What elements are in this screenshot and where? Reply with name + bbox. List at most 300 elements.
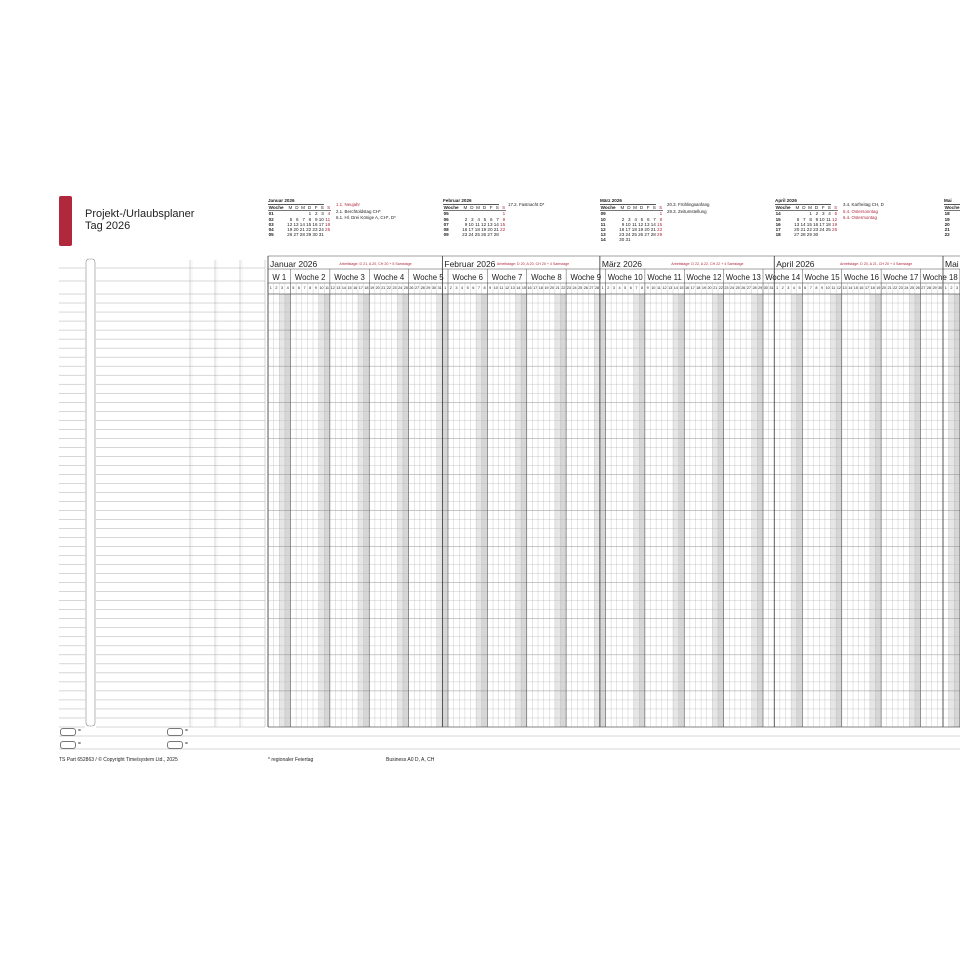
calendar-day: 17 [819, 221, 825, 227]
calendar-day: 23 [619, 232, 625, 238]
calendar-day: 3 [821, 211, 825, 217]
day-number: 22 [561, 286, 566, 290]
day-number: 14 [341, 286, 347, 290]
day-number: 26 [915, 286, 920, 290]
day-number: 27 [414, 286, 420, 290]
calendar-day: 28 [493, 232, 499, 238]
calendar-day: 21 [800, 227, 806, 233]
week-label: Woche 10 [607, 273, 643, 282]
week-number: 02 [268, 216, 274, 222]
holiday-entry: 29.3. Zeitumstellung [667, 208, 707, 214]
weekday-header: M [463, 205, 468, 211]
month-label: Mai [945, 259, 959, 269]
calendar-day: 18 [474, 227, 480, 233]
day-number: 7 [809, 286, 812, 290]
calendar-day: 11 [325, 216, 331, 222]
weekday-header: D [625, 205, 631, 211]
calendar-day: 11 [632, 221, 637, 227]
calendar-day: 19 [638, 227, 644, 233]
calendar-day: 29 [806, 232, 812, 238]
weekday-header: S [318, 205, 324, 211]
calendar-day: 17 [625, 227, 631, 233]
week-number: 13 [600, 232, 606, 238]
week-label: Woche 17 [883, 273, 919, 282]
day-number: 29 [932, 286, 937, 290]
holiday-entry: 5.4. Ostersonntag [843, 208, 878, 214]
day-number: 2 [781, 286, 784, 290]
week-number: 09 [443, 232, 449, 238]
day-number: 5 [466, 286, 469, 290]
calendar-day: 2 [464, 216, 468, 222]
day-number: 22 [718, 286, 723, 290]
calendar-day: 18 [631, 227, 637, 233]
legend-box[interactable] [167, 728, 183, 736]
copyright-text: TS Part 652863 / © Copyright Time/system Ltd., 2025 [59, 757, 178, 763]
calendar-day: 7 [302, 216, 305, 222]
working-days-note: Arbeitstage: D 22, A 22, CH 22 + 4 Samstage [671, 262, 744, 266]
day-number: 2 [275, 286, 278, 290]
day-number: 16 [859, 286, 864, 290]
weekday-header: D [293, 205, 299, 211]
calendar-day: 13 [487, 221, 493, 227]
week-label: Woche 8 [531, 273, 562, 282]
day-number: 1 [444, 286, 447, 290]
day-number: 21 [555, 286, 560, 290]
calendar-day: 20 [644, 227, 650, 233]
day-number: 14 [516, 286, 521, 290]
day-number: 23 [724, 286, 729, 290]
weekday-header: S [493, 205, 499, 211]
weekday-header: M [795, 205, 800, 211]
calendar-day: 19 [832, 221, 838, 227]
week-number: 11 [600, 221, 606, 227]
calendar-day: 14 [650, 221, 656, 227]
day-number: 15 [853, 286, 858, 290]
day-number: 22 [893, 286, 898, 290]
calendar-day: 17 [468, 227, 474, 233]
day-number: 24 [398, 286, 403, 290]
calendar-day: 7 [653, 216, 656, 222]
row-index-bar [86, 259, 95, 726]
day-number: 12 [330, 286, 335, 290]
calendar-day: 16 [619, 227, 625, 233]
calendar-day: 8 [308, 216, 312, 222]
day-number: 15 [679, 286, 684, 290]
weekday-header: S [324, 205, 330, 211]
day-number: 17 [358, 286, 363, 290]
calendar-day: 12 [481, 221, 487, 227]
calendar-day: 18 [325, 221, 331, 227]
calendar-day: 5 [483, 216, 487, 222]
calendar-day: 22 [500, 227, 506, 233]
day-number: 26 [409, 286, 414, 290]
week-number: 17 [775, 227, 781, 233]
calendar-day: 4 [828, 211, 831, 217]
day-number: 15 [347, 286, 352, 290]
day-number: 12 [504, 286, 510, 290]
day-number: 13 [668, 286, 673, 290]
weekday-header: M [301, 205, 305, 211]
weekday-header: S [831, 205, 837, 211]
calendar-day: 28 [800, 232, 806, 238]
week-number: 10 [600, 216, 606, 222]
calendar-day: 26 [287, 232, 293, 238]
day-number: 23 [898, 286, 903, 290]
day-number: 15 [521, 286, 527, 290]
calendar-day: 5 [289, 216, 293, 222]
day-number: 9 [821, 286, 824, 290]
week-number: 03 [268, 221, 274, 227]
week-label: Woche 11 [647, 273, 682, 282]
regional-holiday-note: * regionaler Feiertag [268, 757, 314, 763]
calendar-day: 31 [318, 232, 324, 238]
calendar-day: 12 [638, 221, 644, 227]
day-number: 1 [944, 286, 947, 290]
week-label: Woche 7 [491, 273, 523, 282]
day-number: 4 [461, 286, 464, 290]
day-number: 27 [921, 286, 926, 290]
calendar-day: 13 [293, 221, 299, 227]
week-number: 18 [775, 232, 781, 238]
calendar-day: 7 [496, 216, 499, 222]
week-number: 21 [944, 227, 950, 233]
calendar-day: 11 [826, 216, 831, 222]
day-number: 28 [752, 286, 757, 290]
week-number: 22 [944, 232, 950, 238]
calendar-day: 21 [650, 227, 656, 233]
calendar-day: 27 [487, 232, 493, 238]
day-number: 6 [472, 286, 475, 290]
day-number: 7 [635, 286, 638, 290]
calendar-day: 1 [502, 211, 506, 217]
calendar-day: 24 [819, 227, 825, 233]
calendar-day: 26 [638, 232, 644, 238]
legend-equals: = [185, 741, 188, 747]
weekday-header: M [620, 205, 625, 211]
day-number: 29 [426, 286, 431, 290]
day-number: 2 [607, 286, 610, 290]
day-number: 4 [792, 286, 795, 290]
holiday-entry: 6.1. Hl. Drei Könige A, CH*, D* [336, 215, 396, 221]
day-number: 6 [629, 286, 632, 290]
page-title: Projekt-/Urlaubsplaner [85, 208, 195, 220]
calendar-day: 9 [464, 221, 468, 227]
calendar-day: 20 [487, 227, 493, 233]
calendar-day: 6 [489, 216, 493, 222]
day-number: 30 [938, 286, 943, 290]
day-number: 5 [624, 286, 627, 290]
day-number: 9 [489, 286, 492, 290]
calendar-day: 25 [325, 227, 331, 233]
day-number: 5 [798, 286, 801, 290]
day-number: 23 [566, 286, 572, 290]
day-number: 11 [831, 286, 836, 290]
weekday-header: F [312, 205, 318, 211]
calendar-day: 6 [646, 216, 650, 222]
legend-equals: = [78, 728, 81, 734]
day-number: 5 [292, 286, 295, 290]
calendar-day: 4 [634, 216, 637, 222]
week-number: 19 [944, 216, 950, 222]
calendar-day: 27 [794, 232, 800, 238]
calendar-day: 13 [644, 221, 650, 227]
calendar-day: 16 [813, 221, 819, 227]
calendar-day: 30 [619, 237, 625, 243]
day-number: 7 [303, 286, 306, 290]
day-number: 2 [950, 286, 953, 290]
week-number: 16 [775, 221, 781, 227]
working-days-note: Arbeitstage: D 20, A 21, CH 20 + 4 Samstage [840, 262, 913, 266]
day-number: 19 [369, 286, 375, 290]
week-number: 04 [268, 227, 274, 233]
day-number: 18 [538, 286, 543, 290]
week-label: Woche 14 [765, 273, 801, 282]
day-number: 30 [431, 286, 437, 290]
week-number: 18 [944, 211, 950, 217]
calendar-day: 13 [794, 221, 800, 227]
weekday-header: M [808, 205, 812, 211]
calendar-day: 12 [287, 221, 293, 227]
day-number: 11 [656, 286, 661, 290]
calendar-day: 15 [806, 221, 812, 227]
calendar-day: 31 [625, 237, 631, 243]
weekday-header: M [476, 205, 480, 211]
week-number: 07 [443, 221, 449, 227]
legend-box[interactable] [60, 728, 76, 736]
day-number: 21 [887, 286, 892, 290]
month-label: März 2026 [601, 259, 643, 269]
calendar-day: 21 [493, 227, 499, 233]
day-number: 25 [909, 286, 915, 290]
calendar-day: 29 [657, 232, 663, 238]
calendar-day: 6 [296, 216, 299, 222]
calendar-day: 1 [809, 211, 812, 217]
calendar-day: 2 [815, 211, 819, 217]
week-number: 20 [944, 221, 950, 227]
day-number: 6 [804, 286, 807, 290]
day-number: 16 [527, 286, 532, 290]
day-number: 3 [956, 286, 959, 290]
calendar-day: 30 [312, 232, 318, 238]
day-number: 9 [314, 286, 317, 290]
week-label: Woche 9 [570, 273, 602, 282]
week-label: Woche 4 [373, 273, 405, 282]
day-number: 17 [533, 286, 538, 290]
calendar-day: 28 [299, 232, 305, 238]
calendar-day: 3 [628, 216, 631, 222]
week-label: Woche 12 [686, 273, 722, 282]
working-days-note: Arbeitstage: D 21, A 20, CH 20 + 5 Samstage [339, 262, 412, 266]
working-days-note: Arbeitstage: D 20, A 20, CH 20 + 4 Samstage [496, 262, 570, 266]
calendar-day: 27 [644, 232, 650, 238]
week-number: 14 [775, 211, 781, 217]
day-number: 25 [578, 286, 583, 290]
mini-calendar-title: April 2026 [775, 198, 831, 205]
calendar-day: 17 [318, 221, 324, 227]
calendar-day: 1 [308, 211, 312, 217]
week-label: Woche 18 [922, 273, 958, 282]
calendar-day: 2 [314, 211, 318, 217]
day-number: 30 [763, 286, 768, 290]
calendar-day: 23 [462, 232, 468, 238]
day-number: 16 [353, 286, 358, 290]
calendar-day: 14 [800, 221, 806, 227]
day-number: 20 [881, 286, 887, 290]
weekday-header: S [656, 205, 662, 211]
calendar-day: 14 [493, 221, 499, 227]
calendar-day: 3 [321, 211, 324, 217]
day-number: 26 [741, 286, 746, 290]
legend-box[interactable] [60, 741, 76, 749]
day-number: 8 [483, 286, 486, 290]
weekday-header: D [306, 205, 312, 211]
day-number: 17 [864, 286, 870, 290]
day-number: 1 [601, 286, 604, 290]
mini-calendar-title: Januar 2026 [268, 198, 324, 205]
week-column-header: Woche [600, 205, 619, 211]
calendar-day: 20 [794, 227, 800, 233]
day-number: 28 [594, 286, 600, 290]
day-number: 18 [870, 286, 875, 290]
calendar-day: 10 [468, 221, 474, 227]
mini-calendar-title: März 2026 [600, 198, 656, 205]
week-label: Woche 16 [843, 273, 879, 282]
calendar-day: 27 [293, 232, 299, 238]
day-number: 20 [375, 286, 380, 290]
calendar-day: 14 [299, 221, 305, 227]
holiday-entry: 17.2. Fastnacht D* [508, 202, 545, 207]
calendar-day: 22 [306, 227, 312, 233]
calendar-day: 8 [659, 216, 663, 222]
day-number: 29 [758, 286, 763, 290]
weekday-header: D [481, 205, 487, 211]
week-label: Woche 2 [294, 273, 326, 282]
calendar-day: 6 [796, 216, 800, 222]
calendar-day: 8 [502, 216, 506, 222]
weekday-header: M [633, 205, 637, 211]
week-number: 05 [268, 232, 274, 238]
calendar-day: 9 [621, 221, 625, 227]
week-column-header: Woche [443, 205, 462, 211]
week-number: 06 [443, 216, 449, 222]
calendar-day: 10 [625, 221, 631, 227]
calendar-day: 20 [293, 227, 299, 233]
legend-box[interactable] [167, 741, 183, 749]
day-number: 25 [735, 286, 740, 290]
calendar-day: 5 [640, 216, 644, 222]
week-number: 12 [600, 227, 606, 233]
day-number: 19 [876, 286, 881, 290]
week-number: 01 [268, 211, 274, 217]
day-number: 3 [612, 286, 615, 290]
day-number: 4 [286, 286, 289, 290]
calendar-day: 29 [306, 232, 312, 238]
calendar-day: 24 [468, 232, 474, 238]
day-number: 1 [269, 286, 272, 290]
day-number: 20 [707, 286, 712, 290]
calendar-day: 24 [625, 232, 631, 238]
calendar-day: 30 [813, 232, 819, 238]
day-number: 31 [437, 286, 442, 290]
day-number: 23 [392, 286, 397, 290]
week-label: Woche 13 [725, 273, 761, 282]
holiday-entry: 20.3. Frühlingsanfang [667, 202, 710, 207]
calendar-day: 28 [650, 232, 656, 238]
day-number: 24 [904, 286, 909, 290]
week-label: Woche 5 [412, 273, 444, 282]
holiday-entry: 6.4. Ostermontag [843, 215, 877, 221]
week-label: Woche 3 [334, 273, 365, 282]
day-number: 21 [381, 286, 386, 290]
day-number: 28 [926, 286, 932, 290]
weekday-header: F [644, 205, 650, 211]
week-number: 05 [443, 211, 449, 217]
weekday-header: D [468, 205, 474, 211]
day-number: 3 [787, 286, 790, 290]
calendar-day: 15 [306, 221, 312, 227]
calendar-day: 9 [314, 216, 318, 222]
calendar-day: 23 [312, 227, 318, 233]
day-number: 22 [386, 286, 392, 290]
week-number: 15 [775, 216, 781, 222]
weekday-header: D [800, 205, 806, 211]
day-number: 9 [646, 286, 649, 290]
day-number: 17 [690, 286, 695, 290]
calendar-day: 9 [815, 216, 819, 222]
week-column-header: Woche [944, 205, 960, 211]
day-number: 12 [662, 286, 667, 290]
week-number: 08 [443, 227, 449, 233]
weekday-header: S [650, 205, 656, 211]
day-number: 3 [281, 286, 284, 290]
day-number: 20 [549, 286, 555, 290]
calendar-day: 8 [809, 216, 812, 222]
week-number: 09 [600, 211, 606, 217]
calendar-day: 1 [659, 211, 663, 217]
mini-calendar-title: Mai [944, 198, 960, 205]
week-column-header: Woche [268, 205, 287, 211]
day-number: 18 [696, 286, 701, 290]
weekday-header: D [813, 205, 819, 211]
day-number: 1 [776, 286, 779, 290]
week-number: 14 [600, 237, 606, 243]
day-number: 10 [319, 286, 324, 290]
day-number: 8 [641, 286, 644, 290]
day-number: 8 [815, 286, 818, 290]
calendar-day: 11 [475, 221, 480, 227]
calendar-day: 26 [832, 227, 838, 233]
calendar-day: 19 [481, 227, 487, 233]
weekday-header: M [288, 205, 293, 211]
holiday-entry: 1.1. Neujahr [336, 202, 360, 207]
day-number: 26 [583, 286, 588, 290]
day-number: 19 [701, 286, 707, 290]
holiday-entry: 3.4. Karfreitag CH, D [843, 202, 884, 207]
calendar-day: 16 [462, 227, 468, 233]
weekday-header: D [638, 205, 644, 211]
day-number: 6 [297, 286, 300, 290]
day-number: 27 [589, 286, 594, 290]
week-label: Woche 15 [804, 273, 840, 282]
day-number: 11 [325, 286, 330, 290]
calendar-day: 25 [631, 232, 637, 238]
calendar-day: 21 [299, 227, 305, 233]
calendar-day: 10 [318, 216, 324, 222]
day-number: 24 [572, 286, 577, 290]
day-number: 31 [769, 286, 774, 290]
calendar-day: 2 [621, 216, 625, 222]
day-number: 18 [364, 286, 369, 290]
